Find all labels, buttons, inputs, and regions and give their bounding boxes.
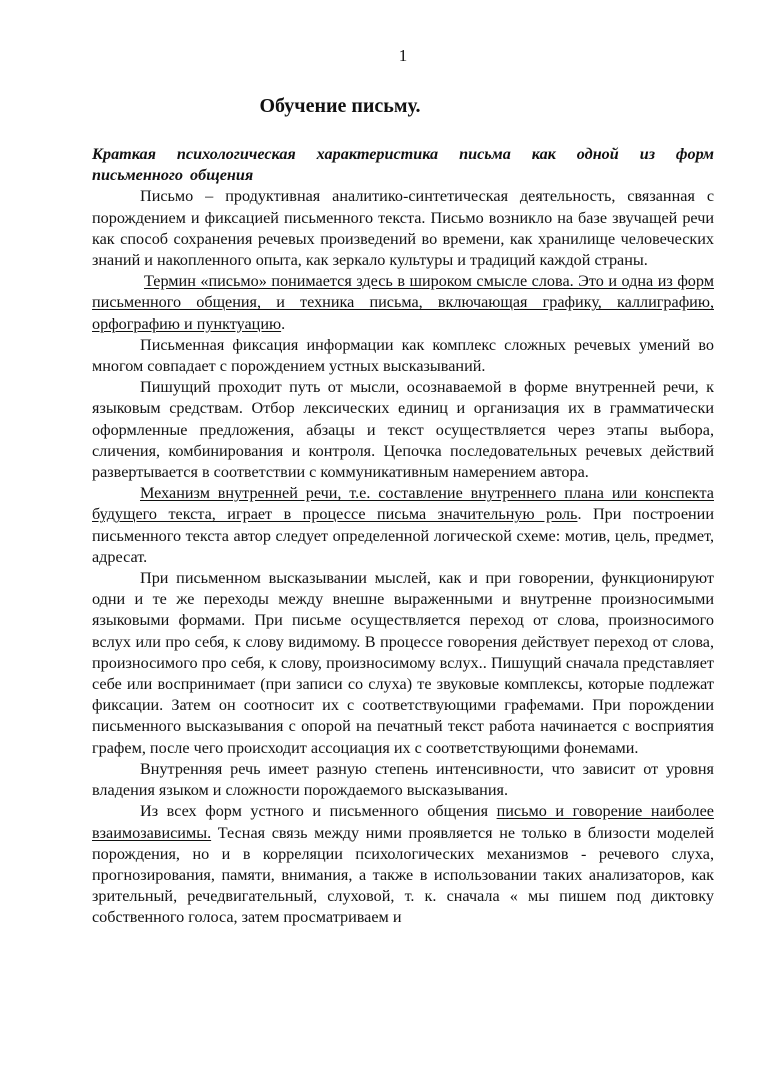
page-title: Обучение письму. xyxy=(259,95,421,117)
paragraph-2 xyxy=(92,271,714,335)
paragraph-5 xyxy=(92,483,714,568)
paragraph-1: Письмо – продуктивная аналитико-синтетическая деятельность, связанная с порождением и фиксацией письменного текста. Письмо возникло на базе звучащей речи как способ сохранения речевых произведений во времени, как хранилище человеческих знаний и накопленного опыта, как зеркало культуры и традиций каждой страны. xyxy=(92,187,714,270)
paragraph-text: . При построении письменного текста автор следует определенной логической схеме: мотив, цель, предмет, адресат. xyxy=(92,505,715,566)
document-body xyxy=(92,144,714,929)
section-heading: Краткая психологическая характеристика письма как одной из форм письменного общения xyxy=(92,145,714,185)
paragraph-7: Внутренняя речь имеет разную степень интенсивности, что зависит от уровня владения языком и сложности порождаемого высказывания. xyxy=(92,759,714,800)
underlined-text: Термин «письмо» понимается здесь в широком смысле слова. Это и одна из форм письменного общения, и техника письма, включающая графику, каллиграфию, орфографию и пунктуацию xyxy=(92,272,714,333)
paragraph-8 xyxy=(92,801,714,928)
underlined-text: Механизм внутренней речи, т.е. составление внутреннего плана или конспекта будущего текста, играет в процессе письма значительную роль xyxy=(92,484,714,524)
underlined-text: письмо и говорение наиболее взаимозависимы. xyxy=(92,802,714,842)
paragraph-text: . xyxy=(281,314,286,333)
paragraph-text: Из всех форм устного и письменного общения xyxy=(140,802,497,821)
paragraph-6: При письменном высказывании мыслей, как и при говорении, функционируют одни и те же переходы между внешне выраженными и внутренне произносимыми языковыми формами. При письме осуществляется переход от слова, произносимого вслух или про себя, к слову видимому. В процессе говорения действует переход от слова, произносимого про себя, к слову, произносимому вслух.. Пишущий сначала представляет себе или воспринимает (при записи со слуха) те звуковые комплексы, которые подлежат фиксации. Затем он соотносит их с соответствующими графемами. При порождении письменного высказывания с опорой на печатный текст работа начинается с восприятия графем, после чего происходит ассоциация их с соответствующими фонемами. xyxy=(92,569,714,757)
paragraph-text: Тесная связь между ними проявляется не только в близости моделей порождения, но и в корреляции психологических механизмов - речевого слуха, прогнозирования, памяти, внимания, а также в использовании таких анализаторов, как зрительный, речедвигательный, слуховой, т. к. сначала « мы пишем под диктовку собственного голоса, затем просматриваем и xyxy=(92,823,714,927)
page-number: 1 xyxy=(398,46,408,65)
paragraph-4: Пишущий проходит путь от мысли, осознаваемой в форме внутренней речи, к языковым средствам. Отбор лексических единиц и организация их в грамматически оформленные предложения, абзацы и текст осуществляется через этапы выбора, сличения, комбинирования и контроля. Цепочка последовательных речевых действий развертывается в соответствии с коммуникативным намерением автора. xyxy=(92,378,714,482)
paragraph-3: Письменная фиксация информации как комплекс сложных речевых умений во многом совпадает с порождением устных высказываний. xyxy=(92,335,714,376)
